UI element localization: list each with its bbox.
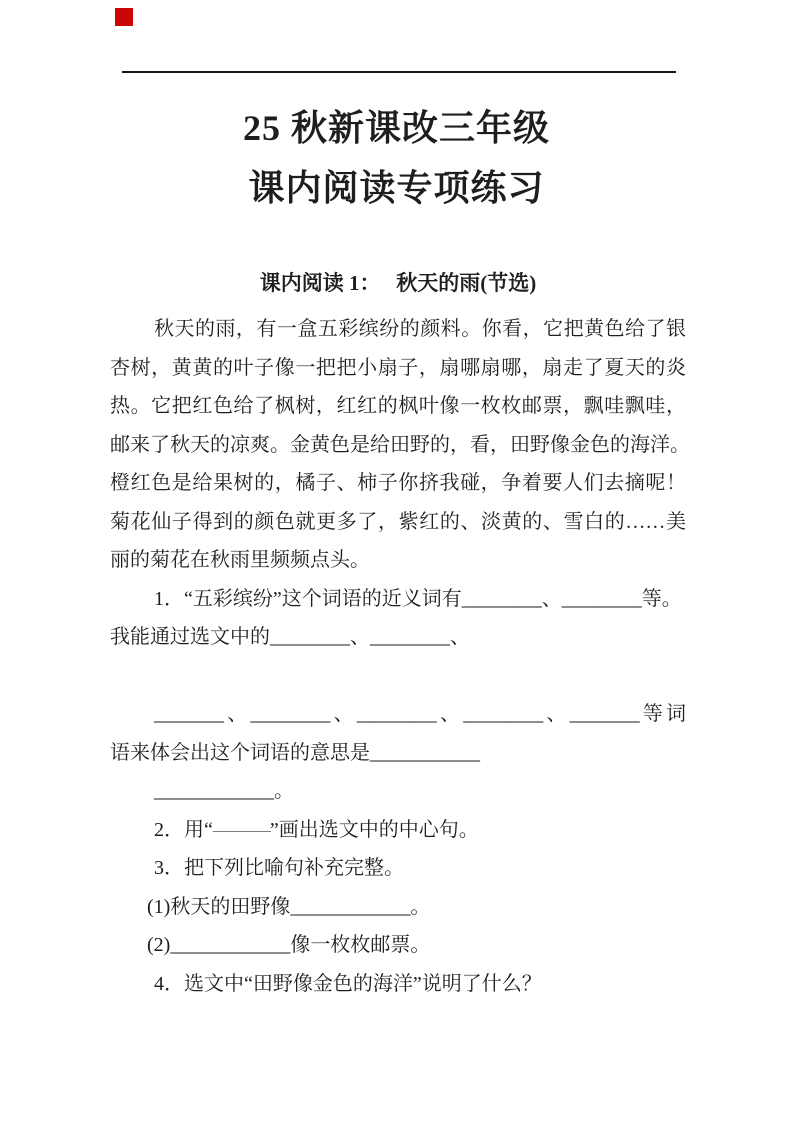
question-2 — [110, 811, 686, 850]
question-2-suffix: ”画出选文中的中心句。 — [269, 818, 479, 841]
passage-line-1: 秋天的雨，有一盒五彩缤纷的颜料。你看，它把黄色给了银 — [154, 318, 686, 340]
passage-line-4: 邮来了秋天的凉爽。金黄色是给田野的，看，田野像金色的海洋。 — [110, 433, 690, 456]
document-title — [0, 98, 793, 218]
passage — [110, 310, 690, 580]
section-heading: 课内阅读 1： 秋天的雨(节选) — [259, 271, 537, 295]
red-square-mark — [115, 8, 133, 26]
document-body — [110, 264, 690, 1003]
question-3-sub-1: (1)秋天的田野像____________。 — [147, 895, 431, 918]
questions — [110, 580, 686, 1004]
question-2-prefix: 2．用“ — [154, 818, 213, 841]
question-1-line-3: _______、________、________、________、_______等词 — [154, 703, 686, 725]
passage-line-3: 热。它把红色给了枫树，红红的枫叶像一枚枚邮票，飘哇飘哇， — [110, 395, 686, 417]
blank-line — [110, 657, 686, 696]
passage-line-6: 菊花仙子得到的颜色就更多了，紫红的、淡黄的、雪白的……美 — [110, 510, 686, 533]
question-3-sub-2: (2)____________像一枚枚邮票。 — [147, 934, 431, 956]
question-3: 3．把下列比喻句补充完整。 — [154, 857, 404, 879]
question-4: 4．选文中“田野像金色的海洋”说明了什么？ — [154, 972, 542, 995]
passage-line-5: 橙红色是给果树的，橘子、柿子你挤我碰，争着要人们去摘呢！ — [110, 472, 686, 494]
header-divider-line — [122, 71, 676, 73]
question-1-line-5: ____________。 — [154, 780, 294, 802]
passage-line-2: 杏树，黄黄的叶子像一把把小扇子，扇哪扇哪，扇走了夏天的炎 — [110, 356, 686, 379]
passage-line-7: 丽的菊花在秋雨里频频点头。 — [110, 549, 370, 571]
title-line-2: 课内阅读专项练习 — [248, 168, 545, 208]
title-line-1: 25 秋新课改三年级 — [242, 108, 550, 148]
question-2-answer-line: ——— — [212, 818, 270, 841]
question-1-line-1: 1．“五彩缤纷”这个词语的近义词有________、________等。 — [154, 587, 682, 610]
question-1-line-2: 我能通过选文中的________、________、 — [110, 626, 470, 648]
question-1-line-4: 语来体会出这个词语的意思是___________ — [110, 741, 480, 764]
